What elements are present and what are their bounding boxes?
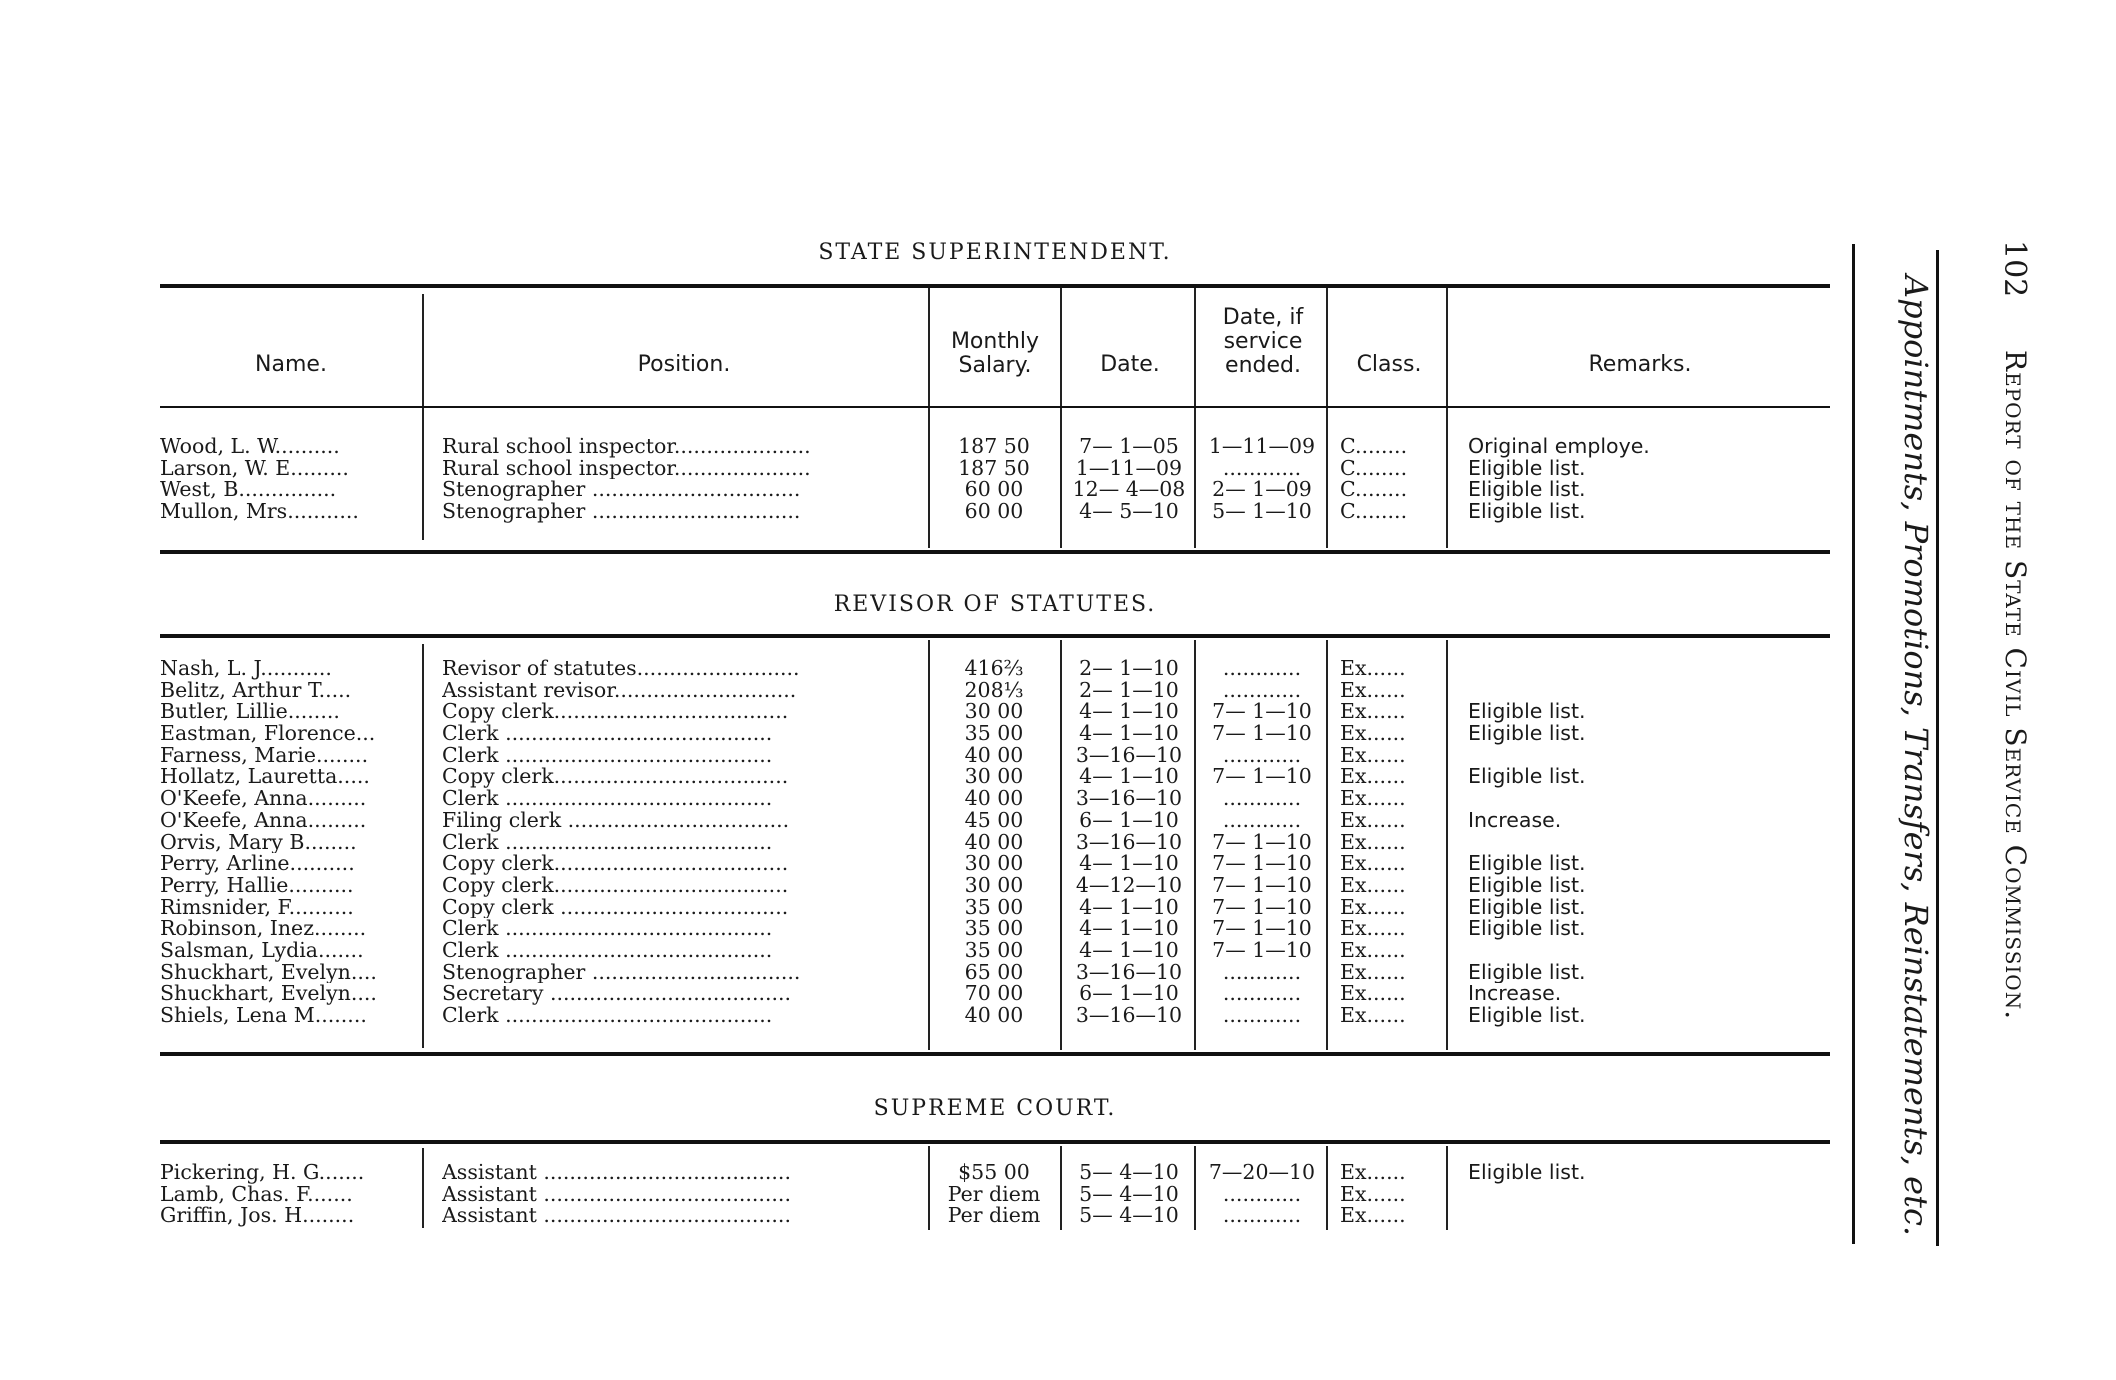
- cell-date: 4— 1—10: [1079, 939, 1179, 962]
- table-body-supreme-court: [0, 1162, 2116, 1227]
- rule: [160, 1052, 1830, 1056]
- rule: [160, 406, 1830, 408]
- running-subtitle: Appointments, Promotions, Transfers, Reinstatements, etc.: [1897, 275, 1935, 1237]
- cell-ended: ............: [1222, 1183, 1302, 1206]
- cell-salary: 35 00: [964, 918, 1024, 940]
- cell-date: 3—16—10: [1075, 1005, 1183, 1027]
- cell-class: Ex......: [1340, 939, 1406, 962]
- cell-ended: 2— 1—09: [1212, 479, 1312, 502]
- rule: [160, 284, 1830, 288]
- cell-ended: ............: [1222, 788, 1302, 810]
- table-row: [0, 501, 2116, 523]
- cell-name: Robinson, Inez........: [160, 918, 367, 940]
- cell-position: Copy clerk....................................: [442, 853, 789, 875]
- cell-ended: ............: [1222, 961, 1302, 984]
- cell-class: Ex......: [1340, 658, 1406, 680]
- cell-ended: 7— 1—10: [1212, 723, 1312, 745]
- cell-ended: 7— 1—10: [1212, 896, 1312, 919]
- cell-name: Rimsnider, F..........: [160, 896, 354, 919]
- table-row: [0, 1005, 2116, 1027]
- cell-remarks: Eligible list.: [1468, 479, 1586, 502]
- cell-ended: 7— 1—10: [1212, 831, 1312, 854]
- cell-class: C........: [1340, 479, 1408, 502]
- cell-salary: Per diem: [947, 1205, 1041, 1228]
- cell-remarks: Eligible list.: [1468, 853, 1586, 875]
- cell-position: Stenographer ................................: [442, 479, 801, 502]
- cell-class: Ex......: [1340, 701, 1406, 724]
- cell-name: Hollatz, Lauretta.....: [160, 766, 370, 789]
- table-row: [0, 458, 2116, 480]
- cell-salary: 208⅓: [964, 679, 1024, 702]
- cell-class: Ex......: [1340, 744, 1406, 767]
- cell-name: Perry, Arline..........: [160, 853, 355, 875]
- cell-position: Clerk .........................................: [442, 831, 773, 854]
- cell-position: Secretary .....................................: [442, 983, 792, 1006]
- cell-position: Copy clerk....................................: [442, 766, 789, 789]
- cell-position: Clerk .........................................: [442, 744, 773, 767]
- rule: [160, 550, 1830, 554]
- cell-name: Nash, L. J...........: [160, 658, 332, 680]
- cell-name: Perry, Hallie..........: [160, 874, 354, 897]
- cell-class: Ex......: [1340, 766, 1406, 789]
- cell-remarks: Eligible list.: [1468, 874, 1586, 897]
- cell-salary: 35 00: [964, 939, 1024, 962]
- cell-position: Assistant revisor............................: [442, 679, 797, 702]
- cell-remarks: Increase.: [1468, 809, 1562, 832]
- cell-date: 4— 1—10: [1079, 701, 1179, 724]
- cell-name: Eastman, Florence...: [160, 723, 376, 745]
- cell-salary: 416⅔: [964, 658, 1024, 680]
- cell-ended: ............: [1222, 1205, 1302, 1228]
- cell-position: Stenographer ................................: [442, 961, 801, 984]
- cell-position: Rural school inspector.....................: [442, 457, 811, 480]
- cell-position: Copy clerk....................................: [442, 874, 789, 897]
- cell-salary: 187 50: [958, 436, 1030, 458]
- table-row: [0, 1162, 2116, 1184]
- cell-salary: 35 00: [964, 896, 1024, 919]
- header-name: Name.: [255, 352, 327, 377]
- section-title-supreme-court: SUPREME COURT.: [873, 1096, 1117, 1121]
- cell-name: Shuckhart, Evelyn....: [160, 961, 377, 984]
- cell-remarks: Eligible list.: [1468, 918, 1586, 940]
- cell-class: Ex......: [1340, 679, 1406, 702]
- table-row: [0, 832, 2116, 854]
- cell-date: 3—16—10: [1075, 788, 1183, 810]
- cell-date: 12— 4—08: [1072, 479, 1186, 502]
- table-row: [0, 766, 2116, 788]
- cell-salary: 30 00: [964, 766, 1024, 789]
- cell-date: 5— 4—10: [1079, 1183, 1179, 1206]
- cell-remarks: Eligible list.: [1468, 501, 1586, 523]
- cell-salary: 40 00: [964, 788, 1024, 810]
- cell-name: Salsman, Lydia.......: [160, 939, 364, 962]
- cell-position: Assistant ......................................: [442, 1162, 791, 1184]
- cell-remarks: Eligible list.: [1468, 457, 1586, 480]
- cell-class: Ex......: [1340, 961, 1406, 984]
- header-ended: Date, if service ended.: [1222, 305, 1304, 378]
- cell-name: O'Keefe, Anna.........: [160, 788, 367, 810]
- cell-class: Ex......: [1340, 1183, 1406, 1206]
- cell-class: Ex......: [1340, 809, 1406, 832]
- section-title-state-superintendent: STATE SUPERINTENDENT.: [818, 240, 1172, 265]
- cell-class: Ex......: [1340, 918, 1406, 940]
- cell-salary: $55 00: [958, 1162, 1030, 1184]
- cell-position: Clerk .........................................: [442, 939, 773, 962]
- running-title: Report of the State Civil Service Commission.: [1999, 350, 2032, 1021]
- cell-class: Ex......: [1340, 723, 1406, 745]
- cell-class: C........: [1340, 457, 1408, 480]
- cell-remarks: Eligible list.: [1468, 701, 1586, 724]
- cell-date: 4— 1—10: [1079, 723, 1179, 745]
- cell-name: Mullon, Mrs...........: [160, 501, 359, 523]
- cell-class: C........: [1340, 501, 1408, 523]
- cell-position: Revisor of statutes.........................: [442, 658, 800, 680]
- cell-ended: 7—20—10: [1208, 1162, 1316, 1184]
- table-row: [0, 479, 2116, 501]
- cell-date: 2— 1—10: [1079, 679, 1179, 702]
- cell-ended: 7— 1—10: [1212, 701, 1312, 724]
- cell-remarks: Eligible list.: [1468, 723, 1586, 745]
- cell-date: 4— 1—10: [1079, 896, 1179, 919]
- header-class: Class.: [1356, 352, 1422, 377]
- cell-date: 6— 1—10: [1079, 983, 1179, 1006]
- table-row: [0, 680, 2116, 702]
- section-title-revisor-of-statutes: REVISOR OF STATUTES.: [833, 592, 1157, 617]
- cell-salary: Per diem: [947, 1183, 1041, 1206]
- cell-ended: 7— 1—10: [1212, 766, 1312, 789]
- cell-class: Ex......: [1340, 788, 1406, 810]
- header-remarks: Remarks.: [1588, 352, 1692, 377]
- cell-ended: ............: [1222, 457, 1302, 480]
- running-head-rule: [1936, 250, 1939, 1246]
- table-row: [0, 658, 2116, 680]
- cell-salary: 40 00: [964, 1005, 1024, 1027]
- cell-name: Pickering, H. G.......: [160, 1162, 365, 1184]
- cell-date: 2— 1—10: [1079, 658, 1179, 680]
- cell-name: Lamb, Chas. F.......: [160, 1183, 353, 1206]
- cell-remarks: Increase.: [1468, 983, 1562, 1006]
- cell-date: 7— 1—05: [1079, 436, 1179, 458]
- table-row: [0, 436, 2116, 458]
- table-row: [0, 788, 2116, 810]
- cell-ended: ............: [1222, 809, 1302, 832]
- cell-position: Copy clerk ...................................: [442, 896, 789, 919]
- cell-salary: 45 00: [964, 809, 1024, 832]
- cell-salary: 30 00: [964, 874, 1024, 897]
- cell-name: Shuckhart, Evelyn....: [160, 983, 377, 1006]
- rule: [160, 634, 1830, 638]
- cell-name: Belitz, Arthur T.....: [160, 679, 352, 702]
- cell-remarks: Eligible list.: [1468, 1005, 1586, 1027]
- cell-position: Filing clerk ..................................: [442, 809, 790, 832]
- header-salary: Monthly Salary.: [950, 329, 1040, 378]
- cell-class: Ex......: [1340, 1162, 1406, 1184]
- cell-position: Rural school inspector.....................: [442, 436, 811, 458]
- cell-ended: 7— 1—10: [1212, 918, 1312, 940]
- cell-position: Clerk .........................................: [442, 723, 773, 745]
- cell-name: Griffin, Jos. H........: [160, 1205, 355, 1228]
- table-row: [0, 962, 2116, 984]
- cell-name: Orvis, Mary B........: [160, 831, 357, 854]
- cell-date: 3—16—10: [1075, 831, 1183, 854]
- cell-class: Ex......: [1340, 896, 1406, 919]
- table-row: [0, 983, 2116, 1005]
- cell-ended: ............: [1222, 1005, 1302, 1027]
- cell-date: 4— 5—10: [1079, 501, 1179, 523]
- cell-date: 1—11—09: [1075, 457, 1183, 480]
- cell-remarks: Eligible list.: [1468, 896, 1586, 919]
- cell-position: Copy clerk....................................: [442, 701, 789, 724]
- cell-position: Clerk .........................................: [442, 918, 773, 940]
- cell-class: Ex......: [1340, 874, 1406, 897]
- cell-ended: 7— 1—10: [1212, 853, 1312, 875]
- table-body-revisor-of-statutes: [0, 658, 2116, 1027]
- cell-salary: 60 00: [964, 501, 1024, 523]
- cell-ended: 7— 1—10: [1212, 874, 1312, 897]
- table-body-state-superintendent: [0, 436, 2116, 523]
- cell-class: Ex......: [1340, 983, 1406, 1006]
- cell-date: 5— 4—10: [1079, 1205, 1179, 1228]
- cell-ended: ............: [1222, 744, 1302, 767]
- cell-date: 6— 1—10: [1079, 809, 1179, 832]
- cell-class: Ex......: [1340, 831, 1406, 854]
- header-position: Position.: [637, 352, 731, 377]
- cell-position: Clerk .........................................: [442, 1005, 773, 1027]
- cell-name: Farness, Marie........: [160, 744, 369, 767]
- cell-name: Butler, Lillie........: [160, 701, 340, 724]
- cell-salary: 30 00: [964, 853, 1024, 875]
- cell-date: 4— 1—10: [1079, 853, 1179, 875]
- table-row: [0, 723, 2116, 745]
- cell-position: Assistant ......................................: [442, 1205, 791, 1228]
- cell-remarks: Eligible list.: [1468, 1162, 1586, 1184]
- table-row: [0, 940, 2116, 962]
- table-row: [0, 745, 2116, 767]
- cell-salary: 187 50: [958, 457, 1030, 480]
- cell-ended: 5— 1—10: [1212, 501, 1312, 523]
- table-row: [0, 1205, 2116, 1227]
- header-date: Date.: [1100, 352, 1160, 377]
- table-row: [0, 918, 2116, 940]
- cell-date: 3—16—10: [1075, 961, 1183, 984]
- cell-ended: 7— 1—10: [1212, 939, 1312, 962]
- cell-salary: 30 00: [964, 701, 1024, 724]
- cell-name: Larson, W. E.........: [160, 457, 349, 480]
- cell-class: C........: [1340, 436, 1408, 458]
- cell-ended: ............: [1222, 658, 1302, 680]
- page-number: 102: [1997, 240, 2032, 298]
- cell-date: 4—12—10: [1075, 874, 1183, 897]
- cell-salary: 35 00: [964, 723, 1024, 745]
- cell-class: Ex......: [1340, 1205, 1406, 1228]
- rule: [160, 1140, 1830, 1144]
- cell-salary: 70 00: [964, 983, 1024, 1006]
- cell-ended: ............: [1222, 983, 1302, 1006]
- table-row: [0, 853, 2116, 875]
- cell-class: Ex......: [1340, 853, 1406, 875]
- cell-name: Wood, L. W..........: [160, 436, 340, 458]
- running-head-rule: [1852, 244, 1855, 1244]
- cell-salary: 60 00: [964, 479, 1024, 502]
- cell-salary: 40 00: [964, 744, 1024, 767]
- cell-salary: 40 00: [964, 831, 1024, 854]
- table-row: [0, 875, 2116, 897]
- cell-date: 4— 1—10: [1079, 918, 1179, 940]
- cell-remarks: Eligible list.: [1468, 766, 1586, 789]
- cell-remarks: Original employe.: [1468, 436, 1650, 458]
- table-row: [0, 1184, 2116, 1206]
- table-row: [0, 897, 2116, 919]
- cell-position: Assistant ......................................: [442, 1183, 791, 1206]
- cell-name: O'Keefe, Anna.........: [160, 809, 367, 832]
- cell-salary: 65 00: [964, 961, 1024, 984]
- cell-name: West, B...............: [160, 479, 337, 502]
- cell-name: Shiels, Lena M........: [160, 1005, 367, 1027]
- cell-date: 5— 4—10: [1079, 1162, 1179, 1184]
- cell-date: 3—16—10: [1075, 744, 1183, 767]
- cell-remarks: Eligible list.: [1468, 961, 1586, 984]
- cell-ended: 1—11—09: [1208, 436, 1316, 458]
- table-row: [0, 701, 2116, 723]
- cell-position: Clerk .........................................: [442, 788, 773, 810]
- cell-date: 4— 1—10: [1079, 766, 1179, 789]
- cell-ended: ............: [1222, 679, 1302, 702]
- cell-position: Stenographer ................................: [442, 501, 801, 523]
- table-row: [0, 810, 2116, 832]
- cell-class: Ex......: [1340, 1005, 1406, 1027]
